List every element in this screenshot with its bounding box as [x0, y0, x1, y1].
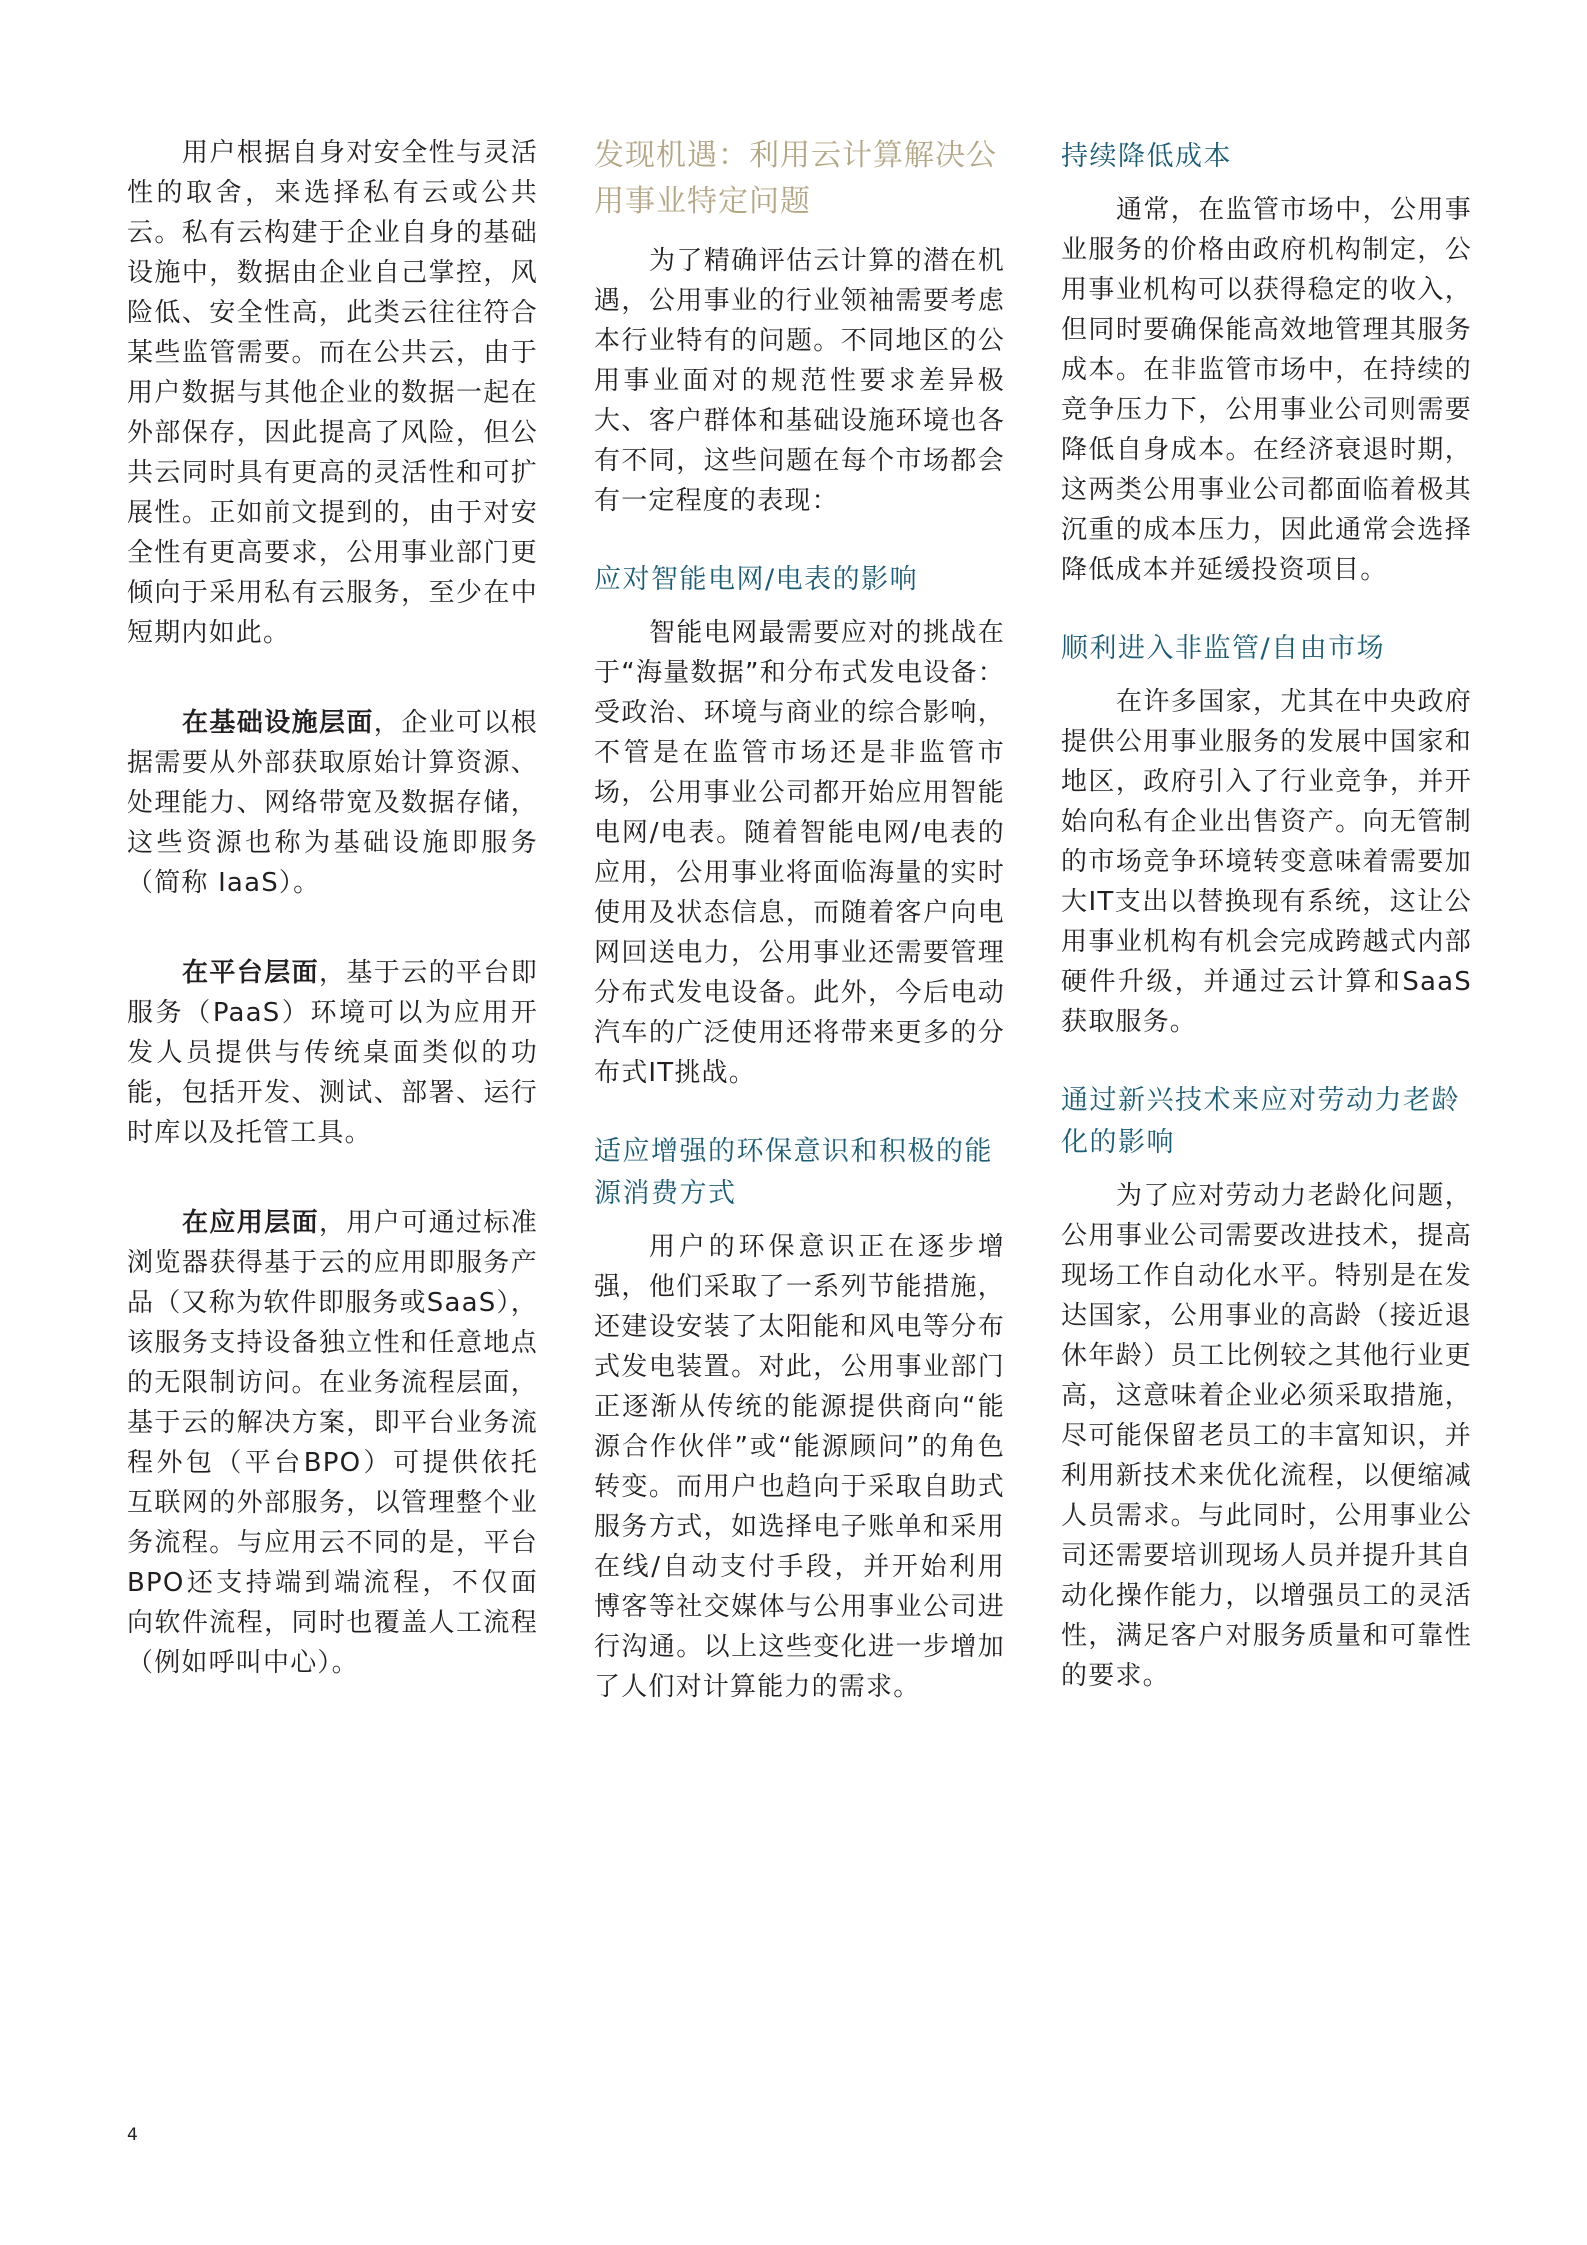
lead-infrastructure: 在基础设施层面: [182, 708, 374, 738]
lead-application: 在应用层面: [182, 1208, 319, 1238]
column-right: [1061, 136, 1472, 1696]
subheading-aging-workforce: 通过新兴技术来应对劳动力老龄化的影响: [1061, 1085, 1460, 1158]
page-number: 4: [127, 2125, 138, 2145]
paragraph-intro: 为了精确评估云计算的潜在机遇，公用事业的行业领袖需要考虑本行业特有的问题。不同地区的公用事业面对的规范性要求差异极大、客户群体和基础设施环境也各有不同，这些问题在每个市场都会有一定程度的表现：: [594, 246, 1005, 516]
lead-platform: 在平台层面: [182, 958, 319, 988]
subheading-environment: 适应增强的环保意识和积极的能源消费方式: [594, 1136, 993, 1209]
subheading-cost-reduction: 持续降低成本: [1061, 141, 1232, 172]
paragraph-iaas: [127, 703, 538, 903]
paragraph-saas: [127, 1203, 538, 1683]
column-middle: [594, 133, 1005, 1707]
paragraph-deregulated-market: 在许多国家，尤其在中央政府提供公用事业服务的发展中国家和地区，政府引入了行业竞争，并开始向私有企业出售资产。向无管制的市场竞争环境转变意味着需要加大IT支出以替换现有系统，这让公用事业机构有机会完成跨越式内部硬件升级，并通过云计算和SaaS获取服务。: [1061, 687, 1472, 1037]
paragraph-smart-grid: 智能电网最需要应对的挑战在于“海量数据”和分布式发电设备：受政治、环境与商业的综合影响，不管是在监管市场还是非监管市场，公用事业公司都开始应用智能电网/电表。随着智能电网/电表的应用，公用事业将面临海量的实时使用及状态信息，而随着客户向电网回送电力，公用事业还需要管理分布式发电设备。此外，今后电动汽车的广泛使用还将带来更多的分布式IT挑战。: [594, 618, 1005, 1088]
column-left: [127, 133, 538, 1733]
subheading-smart-grid: 应对智能电网/电表的影响: [594, 564, 919, 595]
paragraph-iaas-text: ，企业可以根据需要从外部获取原始计算资源、处理能力、网络带宽及数据存储，这些资源也称为基础设施即服务（简称 IaaS）。: [127, 708, 538, 898]
subheading-deregulated-market: 顺利进入非监管/自由市场: [1061, 633, 1386, 664]
paragraph-environment: 用户的环保意识正在逐步增强，他们采取了一系列节能措施，还建设安装了太阳能和风电等分布式发电装置。对此，公用事业部门正逐渐从传统的能源提供商向“能源合作伙伴”或“能源顾问”的角色转变。而用户也趋向于采取自助式服务方式，如选择电子账单和采用在线/自动支付手段，并开始利用博客等社交媒体与公用事业公司进行沟通。以上这些变化进一步增加了人们对计算能力的需求。: [594, 1232, 1005, 1702]
paragraph-paas: [127, 953, 538, 1153]
paragraph-aging-workforce: 为了应对劳动力老龄化问题，公用事业公司需要改进技术，提高现场工作自动化水平。特别是在发达国家，公用事业的高龄（接近退休年龄）员工比例较之其他行业更高，这意味着企业必须采取措施，尽可能保留老员工的丰富知识，并利用新技术来优化流程，以便缩减人员需求。与此同时，公用事业公司还需要培训现场人员并提升其自动化操作能力，以增强员工的灵活性，满足客户对服务质量和可靠性的要求。: [1061, 1181, 1472, 1691]
paragraph-paas-text: ，基于云的平台即服务（PaaS）环境可以为应用开发人员提供与传统桌面类似的功能，包括开发、测试、部署、运行时库以及托管工具。: [127, 958, 538, 1148]
paragraph-saas-text: ，用户可通过标准浏览器获得基于云的应用即服务产品（又称为软件即服务或SaaS），该服务支持设备独立性和任意地点的无限制访问。在业务流程层面，基于云的解决方案，即平台业务流程外包（平台BPO）可提供依托互联网的外部服务，以管理整个业务流程。与应用云不同的是，平台BPO还支持端到端流程，不仅面向软件流程，同时也覆盖人工流程（例如呼叫中心）。: [127, 1208, 538, 1678]
paragraph-cloud-choice: 用户根据自身对安全性与灵活性的取舍，来选择私有云或公共云。私有云构建于企业自身的基础设施中，数据由企业自己掌控，风险低、安全性高，此类云往往符合某些监管需要。而在公共云，由于用户数据与其他企业的数据一起在外部保存，因此提高了风险，但公共云同时具有更高的灵活性和可扩展性。正如前文提到的，由于对安全性有更高要求，公用事业部门更倾向于采用私有云服务，至少在中短期内如此。: [127, 138, 538, 648]
paragraph-cost-reduction: 通常，在监管市场中，公用事业服务的价格由政府机构制定，公用事业机构可以获得稳定的收入，但同时要确保能高效地管理其服务成本。在非监管市场中，在持续的竞争压力下，公用事业公司则需要降低自身成本。在经济衰退时期，这两类公用事业公司都面临着极其沉重的成本压力，因此通常会选择降低成本并延缓投资项目。: [1061, 195, 1472, 585]
section-heading-opportunities: 发现机遇：利用云计算解决公用事业特定问题: [594, 138, 997, 219]
